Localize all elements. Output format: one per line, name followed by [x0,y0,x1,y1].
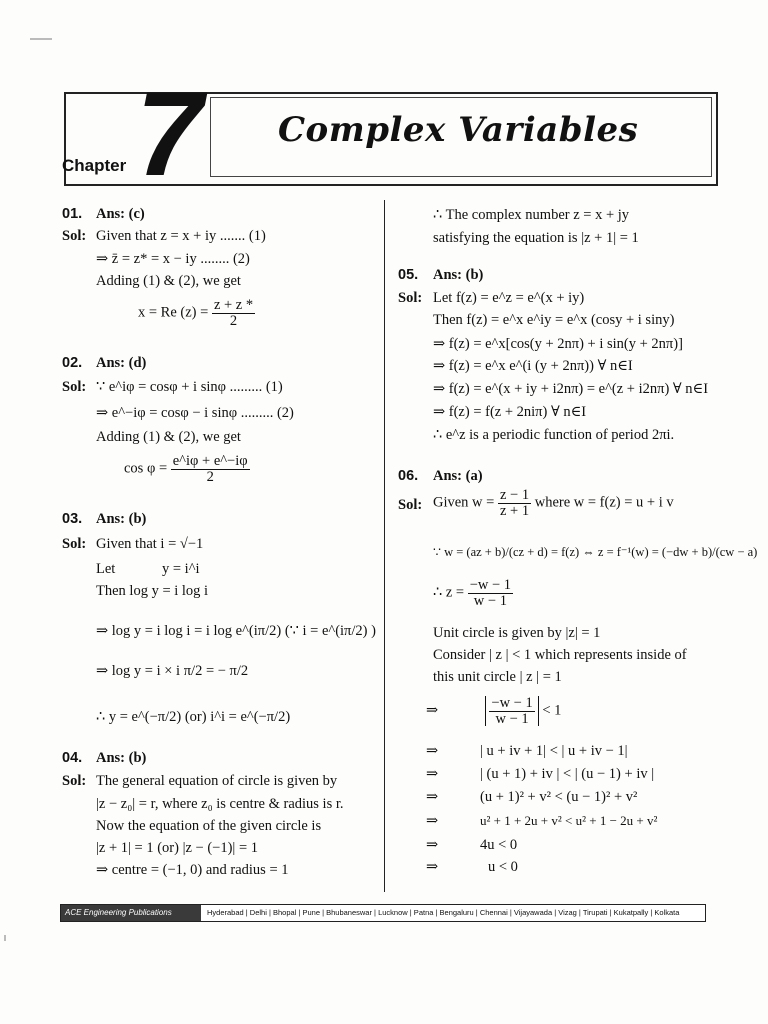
solution-label: Sol: [398,290,423,306]
fraction [212,298,255,328]
step-arrow: ⇒ [426,813,439,829]
numerator: e^iφ + e^−iφ [172,453,248,469]
solution-line: ⇒ e^−iφ = cosφ − i sinφ ......... (2) [96,405,294,421]
solution-line: ⇒ f(z) = f(z + 2niπ) ∀ n∈I [433,404,587,420]
solution-line: Now the equation of the given circle is [96,818,322,834]
step-arrow: ⇒ [426,789,439,805]
answer-label: Ans: (d) [96,355,147,371]
solution-label: Sol: [62,228,87,244]
publisher-cities: Hyderabad | Delhi | Bhopal | Pune | Bhubaneswar | Lucknow | Patna | Bengaluru | Chennai | Vijayawada | Vizag | Tirupati | Kukatpally | Kolkata [207,908,680,917]
solution-label: Sol: [62,379,87,395]
solution-line: Let [96,561,116,577]
question-number: 01. [62,206,83,222]
solution-line: Unit circle is given by |z| = 1 [433,625,601,641]
step-arrow: ⇒ [426,743,439,759]
solution-line: ⇒ log y = i log i = i log e^(iπ/2) (∵ i = e^(iπ/2) ) [96,623,376,639]
solution-line: |z + 1| = 1 (or) |z − (−1)| = 1 [96,840,259,856]
solution-line: Given that z = x + iy ....... (1) [96,228,266,244]
solution-line: this unit circle | z | = 1 [433,669,562,685]
denominator: w − 1 [473,592,507,609]
equation-lhs: Given w = [433,494,495,511]
numerator: z − 1 [499,487,530,503]
chapter-title: Complex Variables [278,110,639,150]
solution-line: ∴ The complex number z = x + jy [433,207,630,223]
equation-lhs: cos φ = [124,460,168,477]
scan-mark [4,935,6,941]
question-number: 04. [62,750,83,766]
equation [433,488,674,518]
step-text: (u + 1)² + v² < (u − 1)² + v² [480,789,638,805]
solution-line: |z − z₀| = r, where z₀ is centre & radius is r. [96,796,344,812]
inequality: < 1 [542,702,562,719]
column-divider [384,200,385,892]
implies-arrow: ⇒ [426,702,439,719]
denominator: 2 [229,312,238,329]
fraction [498,488,531,518]
solution-line: ⇒ centre = (−1, 0) and radius = 1 [96,862,289,878]
answer-label: Ans: (b) [96,750,147,766]
solution-line: ∴ e^z is a periodic function of period 2πi. [433,427,675,443]
denominator: z + 1 [499,502,530,519]
step-text: u < 0 [488,859,518,875]
solution-line: Adding (1) & (2), we get [96,273,241,289]
fraction [171,454,250,484]
solution-line: Then log y = i log i [96,583,209,599]
answer-label: Ans: (c) [96,206,145,222]
answer-label: Ans: (a) [433,468,483,484]
answer-label: Ans: (b) [433,267,484,283]
answer-label: Ans: (b) [96,511,147,527]
step-arrow: ⇒ [426,837,439,853]
equation [426,696,561,726]
solution-line: Consider | z | < 1 which represents inside of [433,647,687,663]
solution-line: ⇒ f(z) = e^x e^(i (y + 2nπ)) ∀ n∈I [433,358,633,374]
step-text: | u + iv + 1| < | u + iv − 1| [480,743,628,759]
step-arrow: ⇒ [426,766,439,782]
fraction [468,578,513,608]
equation [138,298,255,328]
equation [124,454,250,484]
solution-line: ⇒ z̄ = z* = x − iy ........ (2) [96,251,250,267]
step-text: | (u + 1) + iv | < | (u − 1) + iv | [480,766,655,782]
solution-line: The general equation of circle is given by [96,773,338,789]
numerator: −w − 1 [491,695,533,711]
question-number: 05. [398,267,419,283]
solution-line: ∵ w = (az + b)/(cz + d) = f(z) ⇔ z = f⁻¹(w) = (−dw + b)/(cw − a) [433,545,758,559]
chapter-label: Chapter [62,156,127,175]
equation-lhs: x = Re (z) = [138,304,209,321]
publisher-brand: ACE Engineering Publications [61,905,201,921]
chapter-number: 7 [136,67,203,201]
equation-lhs: ∴ z = [433,584,465,601]
solution-line: Let f(z) = e^z = e^(x + iy) [433,290,585,306]
step-arrow: ⇒ [426,859,439,875]
step-text: 4u < 0 [480,837,518,853]
right-column [398,0,758,900]
solution-label: Sol: [398,497,423,513]
solution-line: ∴ y = e^(−π/2) (or) i^i = e^(−π/2) [96,709,291,725]
left-column [62,0,377,900]
question-number: 02. [62,355,83,371]
solution-label: Sol: [62,773,87,789]
publisher-footer [60,904,706,922]
solution-line: ⇒ log y = i × i π/2 = − π/2 [96,663,249,679]
scan-mark [30,38,52,40]
question-number: 06. [398,468,419,484]
solution-line: ⇒ f(z) = e^(x + iy + i2nπ) = e^(z + i2nπ) ∀ n∈I [433,381,709,397]
denominator: w − 1 [495,710,529,727]
solution-line: ⇒ f(z) = e^x[cos(y + 2nπ) + i sin(y + 2nπ)] [433,336,683,352]
solution-line: satisfying the equation is |z + 1| = 1 [433,230,639,246]
equation-rhs: where w = f(z) = u + i v [534,494,674,511]
equation [433,578,513,608]
solution-line: y = i^i [162,561,200,577]
step-text: u² + 1 + 2u + v² < u² + 1 − 2u + v² [480,813,658,828]
solution-line: Adding (1) & (2), we get [96,429,241,445]
solution-label: Sol: [62,536,87,552]
absolute-value [485,696,538,726]
denominator: 2 [206,468,214,485]
fraction [489,696,534,726]
solution-line: Given that i = √−1 [96,536,204,552]
numerator: z + z * [213,297,254,313]
solution-line: Then f(z) = e^x e^iy = e^x (cosy + i siny) [433,312,675,328]
question-number: 03. [62,511,83,527]
solution-line: ∵ e^iφ = cosφ + i sinφ ......... (1) [96,379,283,395]
numerator: −w − 1 [469,577,512,593]
